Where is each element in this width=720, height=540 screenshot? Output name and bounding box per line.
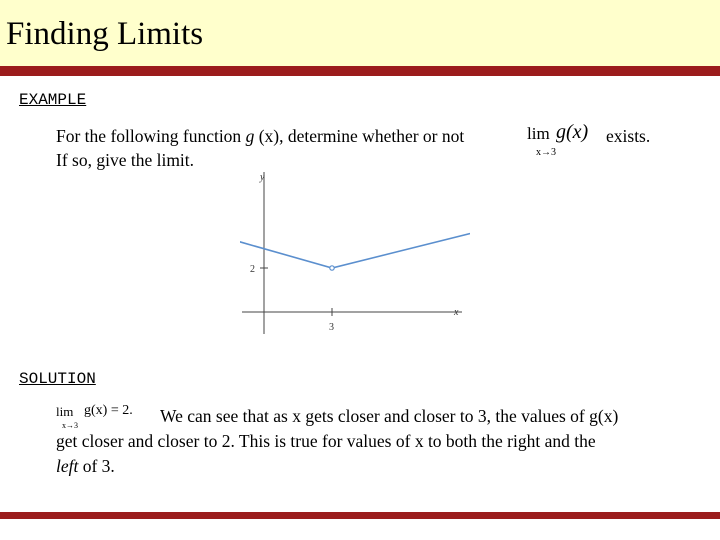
- x-tick-label: 3: [329, 322, 334, 333]
- limit-subscript: x→3: [536, 147, 556, 158]
- solution-line-1: We can see that as x gets closer and closer to 3, the values of g(x): [160, 406, 619, 426]
- example-line-1: [56, 125, 464, 148]
- solution-line-3: [56, 455, 115, 478]
- title-bar: [0, 0, 720, 66]
- function-line: [240, 226, 470, 268]
- solution-limit-function: g(x) = 2.: [84, 403, 133, 418]
- example-line-2: If so, give the limit.: [56, 150, 195, 170]
- limit-expression: [526, 120, 598, 160]
- limit-function: g(x): [556, 121, 589, 143]
- function-graph: [240, 168, 470, 336]
- page-title: Finding Limits: [6, 16, 204, 52]
- example-text-middle: , determine whether or not: [279, 126, 465, 146]
- solution-limit-word: lim: [56, 404, 74, 419]
- function-name: g: [245, 126, 255, 146]
- example-text-after: exists.: [606, 126, 651, 146]
- limit-word: lim: [527, 124, 550, 143]
- y-axis-label: y: [260, 172, 265, 183]
- example-heading: EXAMPLE: [19, 91, 87, 109]
- solution-limit-expression: [56, 403, 156, 433]
- solution-heading: SOLUTION: [19, 370, 96, 388]
- solution-left-word: left: [56, 456, 79, 476]
- bottom-divider: [0, 512, 720, 519]
- y-tick-label: 2: [250, 264, 255, 275]
- example-text-before: For the following function: [56, 126, 246, 146]
- open-circle-point: [330, 266, 334, 270]
- graph-curve: [240, 226, 470, 270]
- top-divider: [0, 66, 720, 76]
- solution-line-3-rest: of 3.: [78, 456, 115, 476]
- function-arg: (x): [258, 126, 280, 146]
- solution-limit-subscript: x→3: [62, 421, 78, 430]
- x-axis-label: x: [454, 307, 459, 318]
- solution-line-2: get closer and closer to 2. This is true for values of x to both the right and the: [56, 431, 596, 451]
